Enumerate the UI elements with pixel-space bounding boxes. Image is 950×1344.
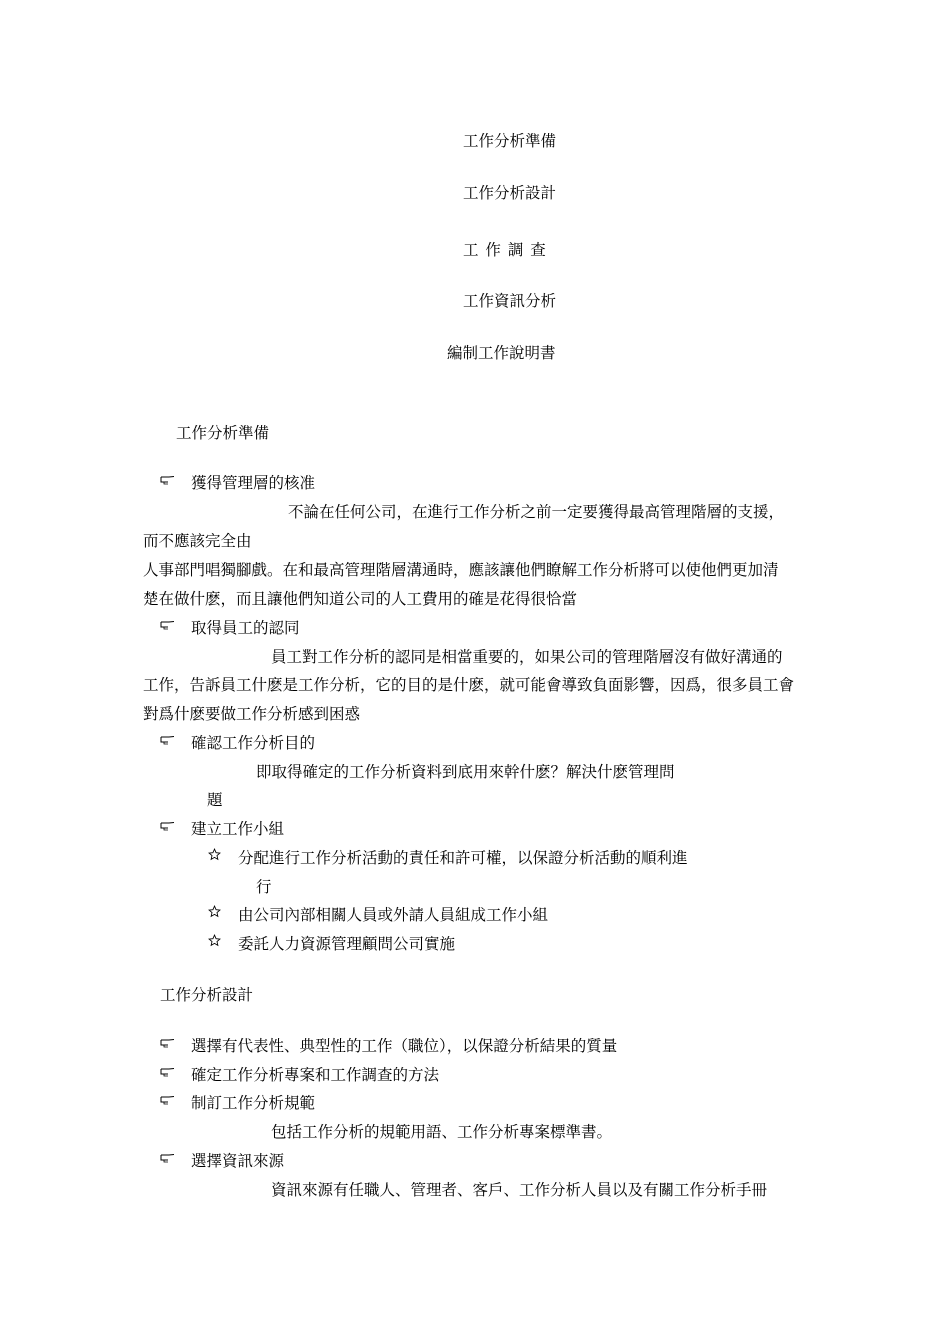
paragraph-line: 楚在做什麽，而且讓他們知道公司的人工費用的確是花得很恰當 (143, 590, 578, 608)
star-outline-icon (208, 934, 221, 947)
item-title-methods: 確定工作分析專案和工作調查的方法 (191, 1066, 440, 1084)
item-title-approval: 獲得管理層的核准 (191, 474, 316, 492)
paragraph-line: 不論在任何公司，在進行工作分析之前一定要獲得最高管理階層的支援， (288, 503, 785, 521)
pointing-hand-icon (160, 819, 176, 831)
pointing-hand-icon (160, 618, 176, 630)
paragraph-line: 即取得確定的工作分析資料到底用來幹什麽？解決什麽管理問 (256, 763, 675, 781)
item-title-team: 建立工作小組 (191, 820, 285, 838)
paragraph-line: 資訊來源有任職人、管理者、客戶、工作分析人員以及有關工作分析手冊 (271, 1181, 768, 1199)
flow-step-5: 編制工作說明書 (447, 344, 556, 362)
pointing-hand-icon (160, 1093, 176, 1105)
sub-item-line: 委託人力資源管理顧問公司實施 (238, 935, 456, 953)
sub-item-line: 行 (256, 878, 272, 896)
pointing-hand-icon (160, 1065, 176, 1077)
sub-item-line: 分配進行工作分析活動的責任和許可權，以保證分析活動的順利進 (238, 849, 688, 867)
paragraph-line: 工作，告訴員工什麽是工作分析，它的目的是什麽，就可能會導致負面影響，因爲，很多員工會 (143, 676, 795, 694)
paragraph-line: 人事部門唱獨腳戲。在和最高管理階層溝通時，應該讓他們瞭解工作分析將可以使他們更加清 (143, 561, 779, 579)
section-title-preparation: 工作分析準備 (176, 424, 270, 442)
paragraph-line: 而不應該完全由 (143, 532, 252, 550)
paragraph-line: 包括工作分析的規範用語、工作分析專案標準書。 (271, 1123, 613, 1141)
item-title-purpose: 確認工作分析目的 (191, 734, 316, 752)
flow-step-2: 工作分析設計 (463, 184, 557, 202)
section-title-design: 工作分析設計 (160, 986, 254, 1004)
flow-step-3: 工 作 調 查 (463, 241, 547, 259)
flow-step-4: 工作資訊分析 (463, 292, 557, 310)
paragraph-line: 題 (207, 791, 223, 809)
pointing-hand-icon (160, 733, 176, 745)
flow-step-1: 工作分析準備 (463, 132, 557, 150)
pointing-hand-icon (160, 1151, 176, 1163)
star-outline-icon (208, 905, 221, 918)
pointing-hand-icon (160, 1036, 176, 1048)
item-title-employee-recognition: 取得員工的認同 (191, 619, 300, 637)
sub-item-line: 由公司內部相關人員或外請人員組成工作小組 (238, 906, 549, 924)
item-title-sources: 選擇資訊來源 (191, 1152, 285, 1170)
paragraph-line: 對爲什麽要做工作分析感到困惑 (143, 705, 361, 723)
item-title-select-jobs: 選擇有代表性、典型性的工作（職位），以保證分析結果的質量 (191, 1037, 618, 1055)
item-title-standards: 制訂工作分析規範 (191, 1094, 316, 1112)
star-outline-icon (208, 848, 221, 861)
paragraph-line: 員工對工作分析的認同是相當重要的，如果公司的管理階層沒有做好溝通的 (271, 648, 783, 666)
pointing-hand-icon (160, 473, 176, 485)
